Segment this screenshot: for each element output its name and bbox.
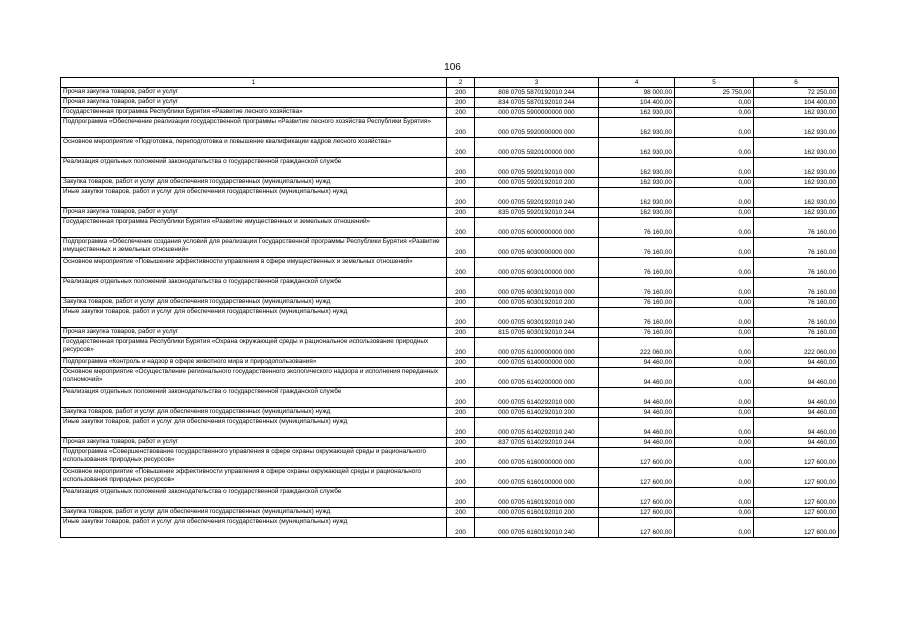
row-name-cell: Иные закупки товаров, работ и услуг для обеспечения государственных (муниципальных) нужд <box>61 308 447 328</box>
budget-table-body <box>61 78 839 538</box>
row-value6-cell: 94 460,00 <box>754 388 839 408</box>
row-name-cell: Подпрограмма «Контроль и надзор в сфере животного мира и природопользования» <box>61 358 447 368</box>
row-value6-cell: 72 250,00 <box>754 88 839 98</box>
row-name-cell: Иные закупки товаров, работ и услуг для обеспечения государственных (муниципальных) нужд <box>61 518 447 538</box>
row-code-cell: 000 0705 6140000000 000 <box>475 358 599 368</box>
row-value5-cell: 0,00 <box>675 218 754 238</box>
table-row <box>61 438 839 448</box>
row-value4-cell: 162 930,00 <box>599 108 675 118</box>
table-row <box>61 108 839 118</box>
row-col2-cell: 200 <box>447 108 475 118</box>
row-col2-cell: 200 <box>447 118 475 138</box>
table-row <box>61 388 839 408</box>
row-value5-cell: 0,00 <box>675 438 754 448</box>
table-row <box>61 208 839 218</box>
row-value6-cell: 222 060,00 <box>754 338 839 358</box>
column-header: 6 <box>754 78 839 88</box>
table-row <box>61 418 839 438</box>
row-code-cell: 000 0705 5920000000 000 <box>475 118 599 138</box>
row-value4-cell: 222 060,00 <box>599 338 675 358</box>
row-col2-cell: 200 <box>447 88 475 98</box>
row-value5-cell: 0,00 <box>675 308 754 328</box>
row-col2-cell: 200 <box>447 258 475 278</box>
row-name-cell: Закупка товаров, работ и услуг для обеспечения государственных (муниципальных) нужд <box>61 508 447 518</box>
row-value5-cell: 0,00 <box>675 508 754 518</box>
row-code-cell: 000 0705 6030100000 000 <box>475 258 599 278</box>
row-value4-cell: 76 160,00 <box>599 328 675 338</box>
row-value6-cell: 76 160,00 <box>754 328 839 338</box>
table-row <box>61 358 839 368</box>
column-header: 5 <box>675 78 754 88</box>
row-value5-cell: 0,00 <box>675 338 754 358</box>
table-row <box>61 408 839 418</box>
row-col2-cell: 200 <box>447 408 475 418</box>
row-value6-cell: 162 930,00 <box>754 208 839 218</box>
table-row <box>61 138 839 158</box>
row-value5-cell: 0,00 <box>675 468 754 488</box>
row-value4-cell: 162 930,00 <box>599 138 675 158</box>
row-value5-cell: 0,00 <box>675 238 754 258</box>
column-header: 2 <box>447 78 475 88</box>
row-name-cell: Основное мероприятие «Повышение эффективности управления в сфере имущественных и земельных отношений» <box>61 258 447 278</box>
row-code-cell: 834 0705 5870192010 244 <box>475 98 599 108</box>
row-value4-cell: 76 160,00 <box>599 218 675 238</box>
table-row <box>61 258 839 278</box>
row-col2-cell: 200 <box>447 438 475 448</box>
row-value5-cell: 0,00 <box>675 258 754 278</box>
row-code-cell: 000 0705 5920100000 000 <box>475 138 599 158</box>
row-code-cell: 000 0705 5900000000 000 <box>475 108 599 118</box>
row-value6-cell: 162 930,00 <box>754 138 839 158</box>
row-value4-cell: 76 160,00 <box>599 238 675 258</box>
row-name-cell: Реализация отдельных положений законодательства о государственной гражданской службе <box>61 158 447 178</box>
table-row <box>61 488 839 508</box>
row-code-cell: 000 0705 6160000000 000 <box>475 448 599 468</box>
row-value4-cell: 76 160,00 <box>599 278 675 298</box>
table-row <box>61 508 839 518</box>
row-value4-cell: 162 930,00 <box>599 178 675 188</box>
row-name-cell: Государственная программа Республики Бурятия «Развитие лесного хозяйства» <box>61 108 447 118</box>
table-row <box>61 98 839 108</box>
row-col2-cell: 200 <box>447 488 475 508</box>
row-code-cell: 000 0705 6030192010 000 <box>475 278 599 298</box>
row-value5-cell: 0,00 <box>675 418 754 438</box>
row-col2-cell: 200 <box>447 138 475 158</box>
row-value4-cell: 162 930,00 <box>599 118 675 138</box>
row-code-cell: 000 0705 6140292010 200 <box>475 408 599 418</box>
row-code-cell: 837 0705 6140292010 244 <box>475 438 599 448</box>
row-code-cell: 000 0705 6000000000 000 <box>475 218 599 238</box>
row-code-cell: 815 0705 6030192010 244 <box>475 328 599 338</box>
table-row <box>61 518 839 538</box>
row-name-cell: Подпрограмма «Совершенствование государственного управления в сфере охраны окружающей среды и рационального использования природных ресурсов» <box>61 448 447 468</box>
row-value5-cell: 0,00 <box>675 328 754 338</box>
row-value5-cell: 0,00 <box>675 518 754 538</box>
row-name-cell: Прочая закупка товаров, работ и услуг <box>61 438 447 448</box>
row-value4-cell: 127 600,00 <box>599 518 675 538</box>
row-col2-cell: 200 <box>447 468 475 488</box>
table-row <box>61 158 839 178</box>
row-name-cell: Закупка товаров, работ и услуг для обеспечения государственных (муниципальных) нужд <box>61 298 447 308</box>
row-value6-cell: 76 160,00 <box>754 238 839 258</box>
row-value4-cell: 127 600,00 <box>599 448 675 468</box>
row-code-cell: 000 0705 6160192010 200 <box>475 508 599 518</box>
table-row <box>61 278 839 298</box>
row-code-cell: 000 0705 5920192010 240 <box>475 188 599 208</box>
row-col2-cell: 200 <box>447 208 475 218</box>
column-header: 3 <box>475 78 599 88</box>
row-value5-cell: 0,00 <box>675 178 754 188</box>
row-col2-cell: 200 <box>447 298 475 308</box>
row-value5-cell: 0,00 <box>675 158 754 178</box>
row-value6-cell: 76 160,00 <box>754 308 839 328</box>
page-number: 106 <box>444 62 461 73</box>
row-name-cell: Основное мероприятие «Подготовка, переподготовка и повышение квалификации кадров лесного хозяйства» <box>61 138 447 158</box>
row-value4-cell: 94 460,00 <box>599 408 675 418</box>
row-value4-cell: 127 600,00 <box>599 508 675 518</box>
row-value4-cell: 104 400,00 <box>599 98 675 108</box>
row-name-cell: Иные закупки товаров, работ и услуг для обеспечения государственных (муниципальных) нужд <box>61 418 447 438</box>
row-value5-cell: 25 750,00 <box>675 88 754 98</box>
row-value5-cell: 0,00 <box>675 408 754 418</box>
row-col2-cell: 200 <box>447 308 475 328</box>
table-row <box>61 308 839 328</box>
row-value4-cell: 94 460,00 <box>599 368 675 388</box>
row-col2-cell: 200 <box>447 418 475 438</box>
row-name-cell: Государственная программа Республики Бурятия «Охрана окружающей среды и рациональное использование природных ресурсов» <box>61 338 447 358</box>
row-col2-cell: 200 <box>447 448 475 468</box>
row-col2-cell: 200 <box>447 178 475 188</box>
row-name-cell: Прочая закупка товаров, работ и услуг <box>61 328 447 338</box>
row-value6-cell: 94 460,00 <box>754 418 839 438</box>
table-row <box>61 88 839 98</box>
row-value4-cell: 94 460,00 <box>599 358 675 368</box>
row-value4-cell: 94 460,00 <box>599 388 675 408</box>
row-name-cell: Иные закупки товаров, работ и услуг для обеспечения государственных (муниципальных) нужд <box>61 188 447 208</box>
row-value5-cell: 0,00 <box>675 358 754 368</box>
row-value4-cell: 162 930,00 <box>599 188 675 208</box>
row-value6-cell: 162 930,00 <box>754 108 839 118</box>
table-row <box>61 368 839 388</box>
row-col2-cell: 200 <box>447 328 475 338</box>
row-value6-cell: 127 600,00 <box>754 508 839 518</box>
row-name-cell: Реализация отдельных положений законодательства о государственной гражданской службе <box>61 488 447 508</box>
row-name-cell: Прочая закупка товаров, работ и услуг <box>61 208 447 218</box>
row-code-cell: 808 0705 5870192010 244 <box>475 88 599 98</box>
row-value6-cell: 94 460,00 <box>754 368 839 388</box>
row-value4-cell: 94 460,00 <box>599 418 675 438</box>
row-value4-cell: 76 160,00 <box>599 258 675 278</box>
row-col2-cell: 200 <box>447 238 475 258</box>
row-code-cell: 000 0705 6100000000 000 <box>475 338 599 358</box>
row-value5-cell: 0,00 <box>675 188 754 208</box>
row-value6-cell: 76 160,00 <box>754 278 839 298</box>
row-col2-cell: 200 <box>447 358 475 368</box>
row-name-cell: Прочая закупка товаров, работ и услуг <box>61 88 447 98</box>
row-value5-cell: 0,00 <box>675 138 754 158</box>
row-value6-cell: 127 600,00 <box>754 468 839 488</box>
row-value4-cell: 162 930,00 <box>599 158 675 178</box>
row-code-cell: 000 0705 6160192010 000 <box>475 488 599 508</box>
row-code-cell: 000 0705 6030192010 240 <box>475 308 599 328</box>
row-value5-cell: 0,00 <box>675 118 754 138</box>
row-value5-cell: 0,00 <box>675 208 754 218</box>
row-code-cell: 000 0705 6140292010 000 <box>475 388 599 408</box>
row-col2-cell: 200 <box>447 518 475 538</box>
row-value5-cell: 0,00 <box>675 448 754 468</box>
row-value6-cell: 76 160,00 <box>754 218 839 238</box>
row-value5-cell: 0,00 <box>675 98 754 108</box>
row-value6-cell: 162 930,00 <box>754 178 839 188</box>
row-value4-cell: 76 160,00 <box>599 308 675 328</box>
table-row <box>61 448 839 468</box>
row-value6-cell: 127 600,00 <box>754 518 839 538</box>
row-value6-cell: 127 600,00 <box>754 488 839 508</box>
row-value6-cell: 127 600,00 <box>754 448 839 468</box>
table-row <box>61 238 839 258</box>
row-code-cell: 000 0705 6030192010 200 <box>475 298 599 308</box>
row-value4-cell: 94 460,00 <box>599 438 675 448</box>
row-value4-cell: 127 600,00 <box>599 468 675 488</box>
row-name-cell: Подпрограмма «Обеспечение реализации государственной программы «Развитие лесного хозяйства Республики Бурятия» <box>61 118 447 138</box>
row-value5-cell: 0,00 <box>675 368 754 388</box>
table-row <box>61 188 839 208</box>
row-col2-cell: 200 <box>447 98 475 108</box>
row-col2-cell: 200 <box>447 158 475 178</box>
row-name-cell: Реализация отдельных положений законодательства о государственной гражданской службе <box>61 278 447 298</box>
table-row <box>61 298 839 308</box>
table-row <box>61 218 839 238</box>
row-name-cell: Основное мероприятие «Осуществление регионального государственного экологического надзора и исполнения переданных полномочий» <box>61 368 447 388</box>
table-row <box>61 328 839 338</box>
row-col2-cell: 200 <box>447 188 475 208</box>
row-code-cell: 000 0705 5920192010 200 <box>475 178 599 188</box>
row-value5-cell: 0,00 <box>675 108 754 118</box>
row-value4-cell: 98 000,00 <box>599 88 675 98</box>
row-code-cell: 000 0705 6140292010 240 <box>475 418 599 438</box>
row-value6-cell: 104 400,00 <box>754 98 839 108</box>
row-value4-cell: 162 930,00 <box>599 208 675 218</box>
row-value5-cell: 0,00 <box>675 488 754 508</box>
column-header: 1 <box>61 78 447 88</box>
row-value5-cell: 0,00 <box>675 278 754 298</box>
row-value6-cell: 162 930,00 <box>754 158 839 178</box>
row-name-cell: Закупка товаров, работ и услуг для обеспечения государственных (муниципальных) нужд <box>61 408 447 418</box>
row-name-cell: Закупка товаров, работ и услуг для обеспечения государственных (муниципальных) нужд <box>61 178 447 188</box>
row-name-cell: Реализация отдельных положений законодательства о государственной гражданской службе <box>61 388 447 408</box>
row-value6-cell: 94 460,00 <box>754 358 839 368</box>
row-code-cell: 000 0705 5920192010 000 <box>475 158 599 178</box>
row-value5-cell: 0,00 <box>675 388 754 408</box>
row-code-cell: 000 0705 6160192010 240 <box>475 518 599 538</box>
row-value6-cell: 94 460,00 <box>754 438 839 448</box>
row-value6-cell: 162 930,00 <box>754 188 839 208</box>
row-code-cell: 000 0705 6160100000 000 <box>475 468 599 488</box>
row-code-cell: 835 0705 5920192010 244 <box>475 208 599 218</box>
table-row <box>61 178 839 188</box>
row-name-cell: Государственная программа Республики Бурятия «Развитие имущественных и земельных отношений» <box>61 218 447 238</box>
table-row <box>61 468 839 488</box>
table-row <box>61 118 839 138</box>
row-name-cell: Подпрограмма «Обеспечение создания условий для реализации Государственной программы Республики Бурятия «Развитие имущественных и земельных отношений» <box>61 238 447 258</box>
row-col2-cell: 200 <box>447 508 475 518</box>
row-value6-cell: 76 160,00 <box>754 258 839 278</box>
row-value6-cell: 94 460,00 <box>754 408 839 418</box>
table-row <box>61 338 839 358</box>
row-col2-cell: 200 <box>447 388 475 408</box>
table-header-row <box>61 78 839 88</box>
row-col2-cell: 200 <box>447 278 475 298</box>
budget-table <box>60 77 839 538</box>
row-col2-cell: 200 <box>447 368 475 388</box>
row-code-cell: 000 0705 6030000000 000 <box>475 238 599 258</box>
row-name-cell: Прочая закупка товаров, работ и услуг <box>61 98 447 108</box>
row-value6-cell: 162 930,00 <box>754 118 839 138</box>
row-col2-cell: 200 <box>447 218 475 238</box>
row-col2-cell: 200 <box>447 338 475 358</box>
row-value6-cell: 76 160,00 <box>754 298 839 308</box>
row-value4-cell: 127 600,00 <box>599 488 675 508</box>
row-value5-cell: 0,00 <box>675 298 754 308</box>
row-name-cell: Основное мероприятие «Повышение эффективности управления в сфере охраны окружающей среды и рационального использования природных ресурсов» <box>61 468 447 488</box>
column-header: 4 <box>599 78 675 88</box>
row-value4-cell: 76 160,00 <box>599 298 675 308</box>
row-code-cell: 000 0705 6140200000 000 <box>475 368 599 388</box>
